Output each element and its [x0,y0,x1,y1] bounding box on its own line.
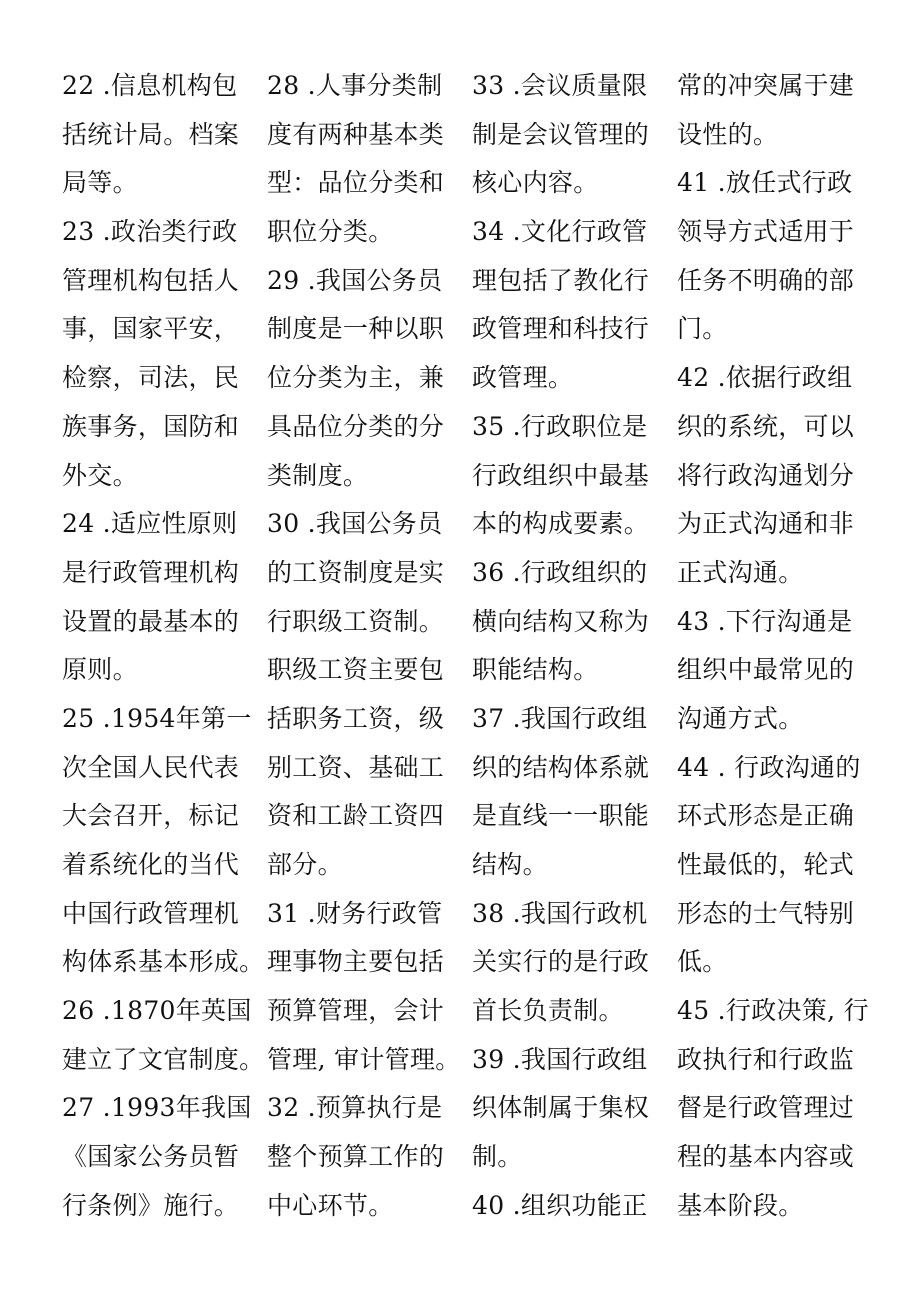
text-line: 制度是一种以职 [267,314,445,344]
text-line: 《国家公务员暂 [62,1142,240,1172]
text-line: 正式沟通。 [677,557,804,587]
text-line: 原则。 [62,655,138,685]
text-line: 具品位分类的分 [267,411,445,441]
text-line: 预算管理，会计 [267,996,445,1026]
text-line: 核心内容。 [472,168,599,198]
text-line: 35 .行政职位是 [472,411,648,441]
text-line: 资和工龄工资四 [267,801,445,831]
text-line: 职位分类。 [267,217,394,247]
text-line: 的工资制度是实 [267,557,445,587]
text-line: 设置的最基本的 [62,606,240,636]
text-line: 38 .我国行政机 [472,898,648,928]
text-line: 制。 [472,1142,523,1172]
text-line: 性最低的，轮式 [677,850,855,879]
text-line: 行政组织中最基 [472,460,650,490]
text-line: 大会召开，标记 [62,801,240,831]
text-line: 是行政管理机构 [62,557,240,587]
text-line: 低。 [677,947,728,977]
text-line: 构体系基本形成。 [62,947,265,977]
text-line: 44 . 行政沟通的 [677,752,861,782]
text-line: 政管理和科技行 [472,314,650,344]
text-line: 环式形态是正确 [677,801,855,831]
text-line: 局等。 [62,168,138,198]
text-line: 横向结构又称为 [472,606,650,636]
text-line: 着系统化的当代 [62,850,240,879]
text-line: 括统计局。档案 [62,119,240,149]
text-line: 34 .文化行政管 [472,217,648,247]
text-line: 45 .行政决策, 行 [677,996,869,1026]
text-line: 职能结构。 [472,655,599,685]
text-column-4 [677,62,867,1231]
text-line: 任务不明确的部 [677,265,855,295]
text-line: 督是行政管理过 [677,1093,855,1123]
text-line: 40 .组织功能正 [472,1190,648,1220]
text-line: 基本阶段。 [677,1190,804,1220]
text-line: 型：品位分类和 [267,168,445,198]
text-line: 26 .1870年英国 [62,996,252,1026]
text-line: 政管理。 [472,363,574,393]
text-column-2 [267,62,461,1231]
text-line: 22 .信息机构包 [62,71,238,100]
text-line: 建立了文官制度。 [62,1044,265,1074]
text-line: 42 .依据行政组 [677,363,853,393]
text-line: 检察，司法，民 [62,363,240,393]
text-line: 41 .放任式行政 [677,168,853,198]
text-line: 织体制属于集权 [472,1093,650,1123]
text-line: 36 .行政组织的 [472,557,648,587]
text-line: 30 .我国公务员 [267,509,443,539]
text-line: 类制度。 [267,460,369,490]
text-line: 别工资、基础工 [267,752,445,782]
text-line: 28 .人事分类制 [267,71,443,100]
text-line: 职级工资主要包 [267,655,445,685]
text-line: 是直线一一职能 [472,801,650,831]
text-line: 程的基本内容或 [677,1142,855,1172]
text-line: 行条例》施行。 [62,1190,240,1220]
text-column-1 [62,62,265,1231]
text-line: 外交。 [62,460,138,490]
text-line: 族事务，国防和 [62,411,240,441]
text-line: 43 .下行沟通是 [677,606,853,636]
text-line: 将行政沟通划分 [677,460,855,490]
text-line: 织的结构体系就 [472,752,650,782]
text-line: 设性的。 [677,119,779,149]
text-line: 度有两种基本类 [267,119,445,149]
text-line: 管理机构包括人 [62,265,240,295]
text-line: 39 .我国行政组 [472,1044,648,1074]
text-line: 25 .1954年第一 [62,703,252,733]
text-line: 31 .财务行政管 [267,898,443,928]
text-line: 首长负责制。 [472,996,624,1026]
text-line: 32 .预算执行是 [267,1093,443,1123]
text-line: 理包括了教化行 [472,265,650,295]
text-line: 位分类为主，兼 [267,363,445,393]
text-line: 常的冲突属于建 [677,71,855,100]
text-line: 37 .我国行政组 [472,703,648,733]
text-line: 领导方式适用于 [677,217,855,247]
text-line: 23 .政治类行政 [62,217,238,247]
text-line: 部分。 [267,850,343,879]
text-line: 29 .我国公务员 [267,265,443,295]
text-line: 关实行的是行政 [472,947,650,977]
text-line: 33 .会议质量限 [472,71,648,100]
text-column-3 [472,62,662,1231]
text-line: 管理, 审计管理。 [267,1044,461,1074]
text-line: 27 .1993年我国 [62,1093,252,1123]
text-line: 制是会议管理的 [472,119,650,149]
text-line: 结构。 [472,850,548,879]
text-line: 24 .适应性原则 [62,509,238,539]
text-line: 事，国家平安， [62,314,240,344]
text-line: 括职务工资，级 [267,703,445,733]
text-line: 整个预算工作的 [267,1142,445,1172]
text-line: 行职级工资制。 [267,606,445,636]
text-line: 沟通方式。 [677,703,804,733]
text-line: 政执行和行政监 [677,1044,855,1074]
text-line: 次全国人民代表 [62,752,240,782]
text-line: 中心环节。 [267,1190,394,1220]
text-line: 理事物主要包括 [267,947,445,977]
text-line: 为正式沟通和非 [677,509,855,539]
text-line: 中国行政管理机 [62,898,240,928]
text-line: 本的构成要素。 [472,509,650,539]
text-line: 组织中最常见的 [677,655,855,685]
text-line: 织的系统，可以 [677,411,855,441]
text-line: 形态的士气特别 [677,898,855,928]
text-line: 门。 [677,314,728,344]
